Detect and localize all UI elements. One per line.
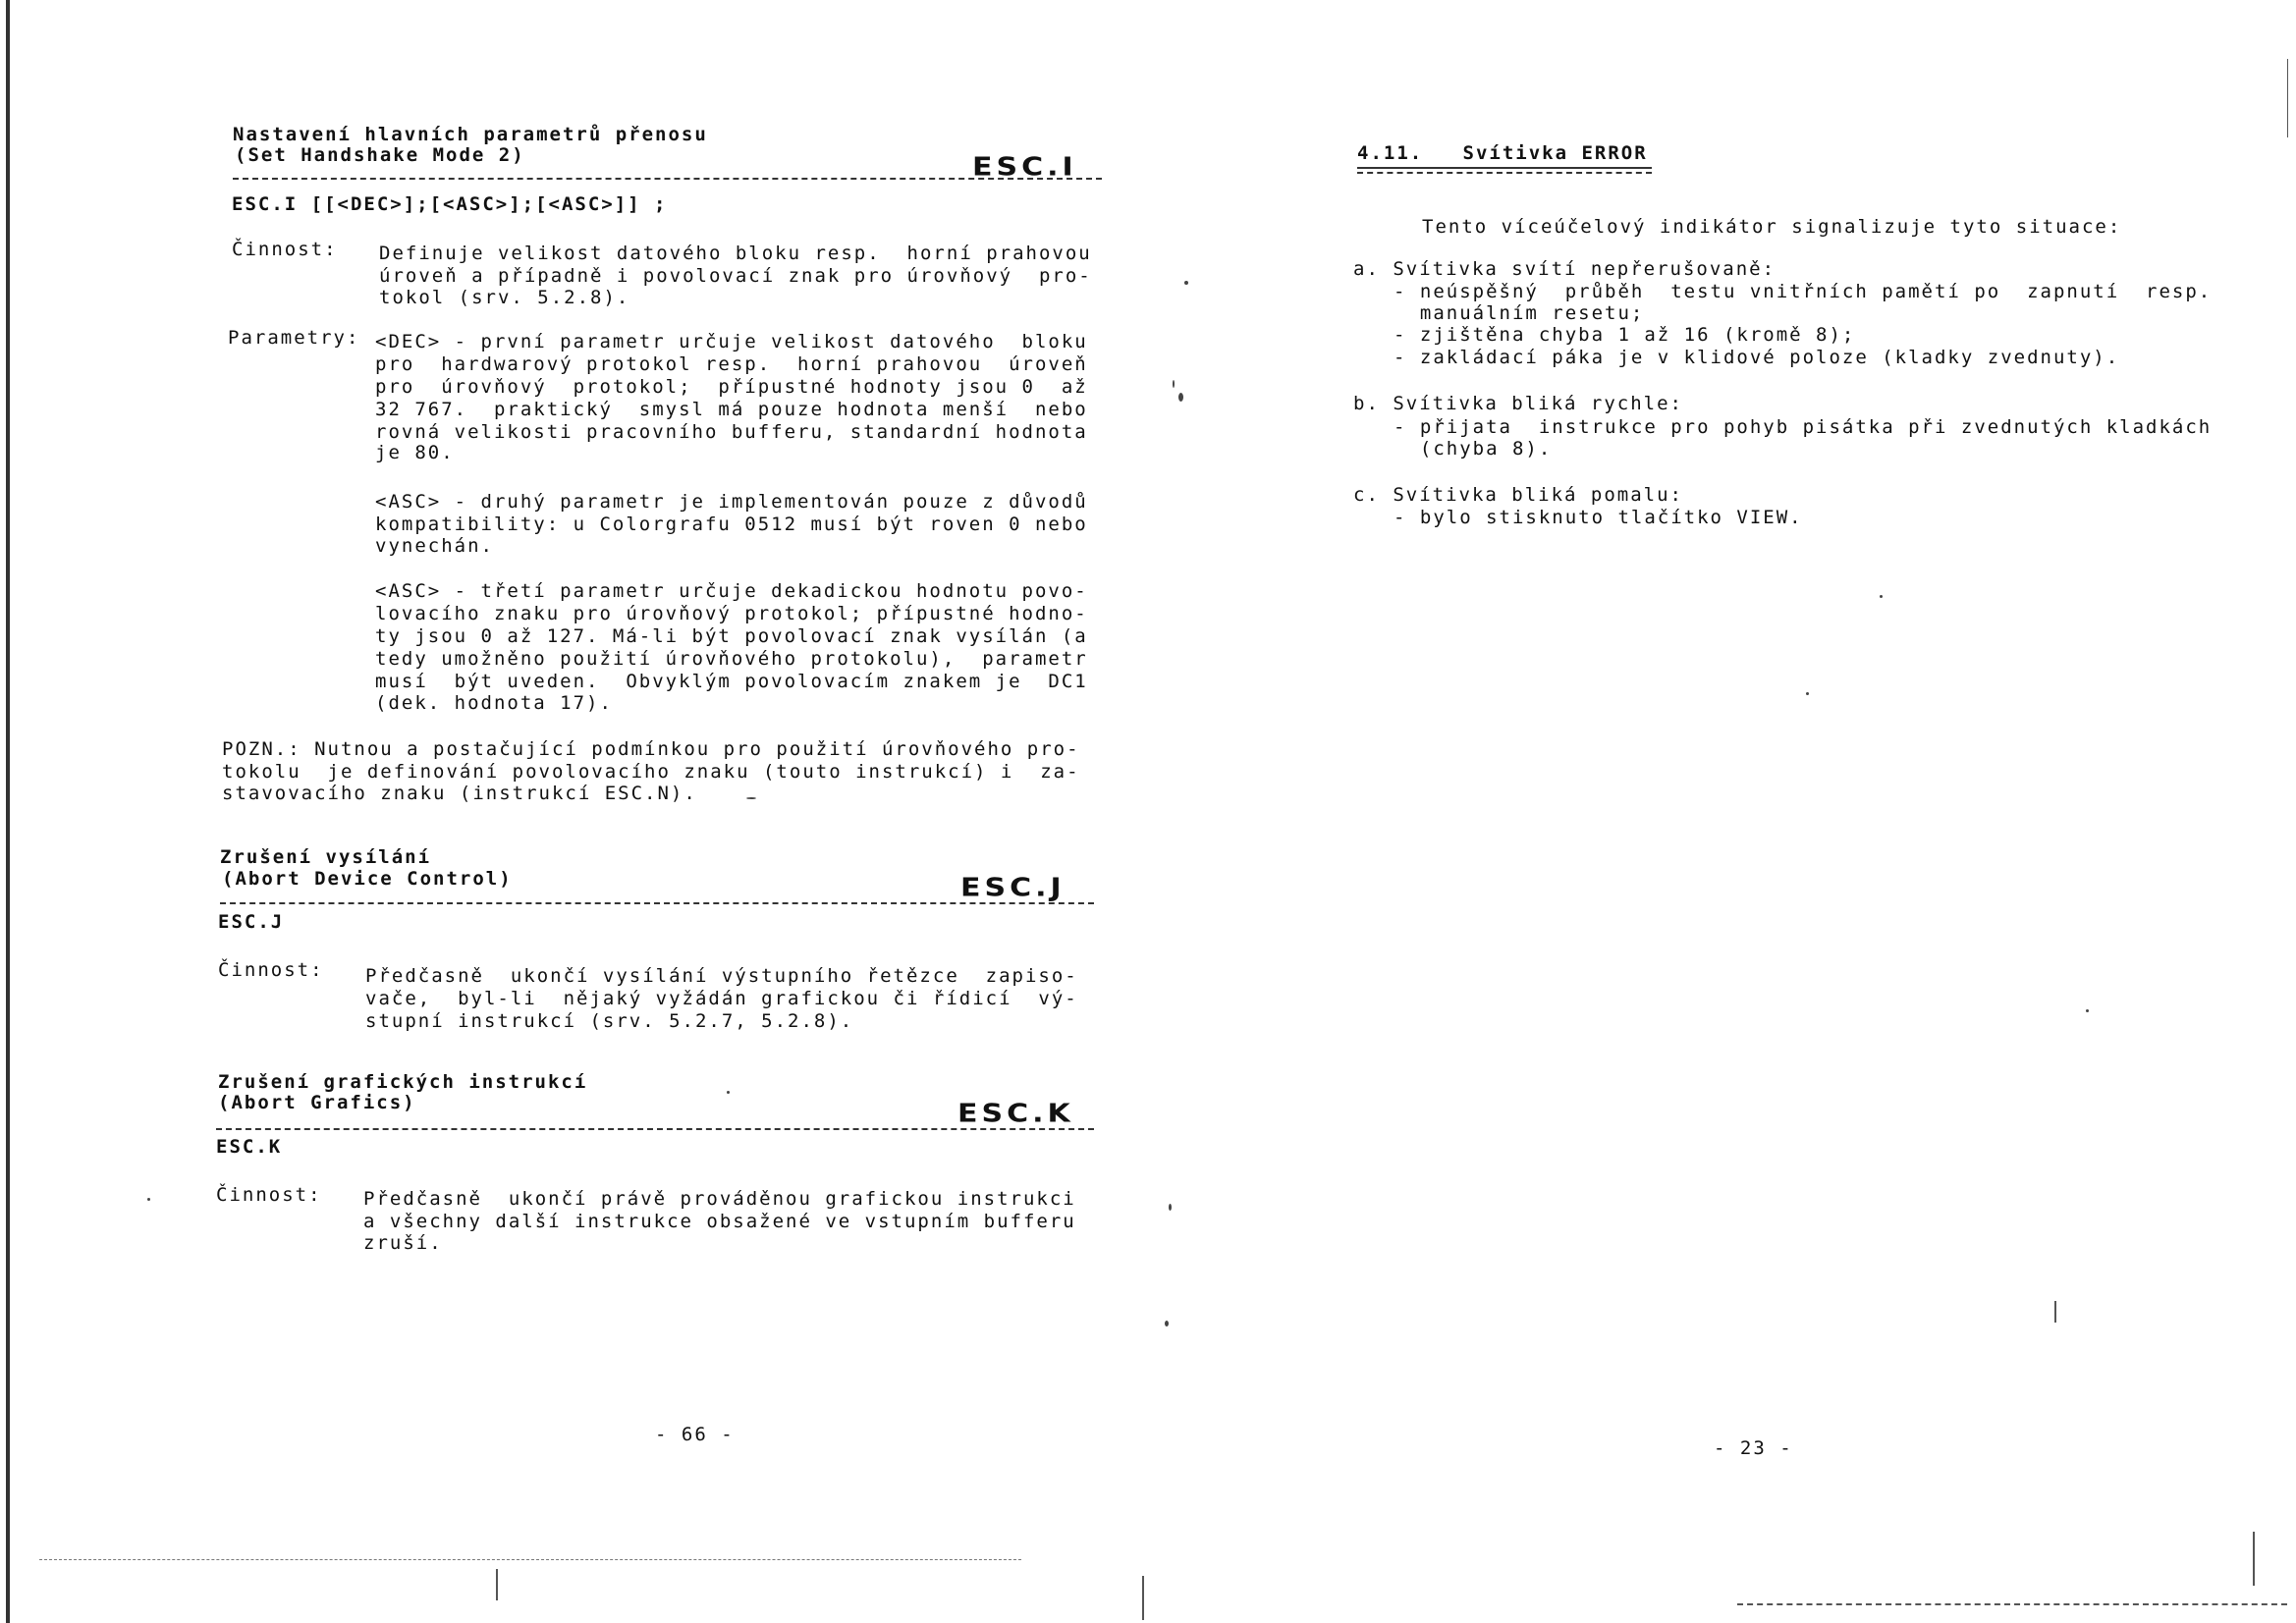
param1-line: 32 767. praktický smysl má pouze hodnota menší nebo <box>375 399 1088 420</box>
param3-line: <ASC> - třetí parametr určuje dekadickou hodnotu povo- <box>375 580 1088 602</box>
scan-stroke <box>496 1569 498 1600</box>
section3-cinnost-line: a všechny další instrukce obsažené ve vstupním bufferu <box>363 1211 1076 1232</box>
item-a-label: a. Svítivka svítí nepřerušovaně: <box>1353 258 1777 280</box>
section2-syntax: ESC.J <box>218 911 285 933</box>
right-page <box>1148 0 2296 1623</box>
right-heading: 4.11. Svítivka ERROR <box>1357 142 1648 164</box>
pozn-line: tokolu je definování povolovacího znaku (touto instrukcí) i za- <box>222 761 1080 783</box>
scan-speck <box>2086 1009 2089 1012</box>
left-page-number: - 66 - <box>655 1424 735 1445</box>
scan-speck <box>746 797 756 799</box>
section3-cinnost-line: zruší. <box>363 1232 443 1254</box>
param3-line: tedy umožněno použití úrovňového protokolu), parametr <box>375 648 1088 670</box>
item-c-line: - bylo stisknuto tlačítko VIEW. <box>1394 507 1803 528</box>
section2-esc-logo: ESC.J <box>960 873 1066 903</box>
section1-cinnost-line: Definuje velikost datového bloku resp. horní prahovou <box>379 243 1092 264</box>
item-b-label: b. Svítivka bliká rychle: <box>1353 393 1683 414</box>
item-b-line: - přijata instrukce pro pohyb pisátka při zvednutých kladkách <box>1394 416 2213 438</box>
pozn-line: stavovacího znaku (instrukcí ESC.N). <box>222 783 697 804</box>
section1-syntax: ESC.I [[<DEC>];[<ASC>];[<ASC>]] ; <box>232 193 668 215</box>
section1-cinnost-line: úroveň a případně i povolovací znak pro úrovňový pro- <box>379 265 1092 287</box>
section2-title-en: (Abort Device Control) <box>222 868 513 890</box>
section3-title-en: (Abort Grafics) <box>218 1092 416 1113</box>
section3-title-cz: Zrušení grafických instrukcí <box>218 1071 588 1093</box>
param1-line: je 80. <box>375 442 455 463</box>
section3-cinnost-line: Předčasně ukončí právě prováděnou grafickou instrukci <box>363 1188 1076 1210</box>
param3-line: ty jsou 0 až 127. Má-li být povolovací znak vysílán (a <box>375 625 1088 647</box>
param2-line: <ASC> - druhý parametr je implementován pouze z důvodů <box>375 491 1088 513</box>
item-a-line: - zjištěna chyba 1 až 16 (kromě 8); <box>1394 324 1856 346</box>
section2-rule <box>220 902 1094 904</box>
scan-footer-line <box>1737 1603 2287 1605</box>
section3-cinnost-label: Činnost: <box>216 1184 322 1206</box>
scan-speck <box>1173 380 1175 388</box>
section1-esc-logo: ESC.I <box>972 152 1077 183</box>
section2-cinnost-label: Činnost: <box>218 959 324 981</box>
param3-line: (dek. hodnota 17). <box>375 692 613 714</box>
scan-stroke <box>2253 1532 2255 1586</box>
section3-rule <box>216 1128 1094 1130</box>
param1-line: rovná velikosti pracovního bufferu, standardní hodnota <box>375 421 1088 443</box>
item-a-line: - zakládací páka je v klidové poloze (kladky zvednuty). <box>1394 347 2120 368</box>
section3-syntax: ESC.K <box>216 1136 283 1158</box>
param1-line: <DEC> - první parametr určuje velikost datového bloku <box>375 331 1088 352</box>
right-intro: Tento víceúčelový indikátor signalizuje tyto situace: <box>1422 216 2122 238</box>
param3-line: lovacího znaku pro úrovňový protokol; přípustné hodno- <box>375 603 1088 624</box>
section2-cinnost-line: stupní instrukcí (srv. 5.2.7, 5.2.8). <box>365 1010 854 1032</box>
right-heading-rule-2 <box>1357 172 1652 174</box>
section1-rule <box>233 178 1102 180</box>
right-page-number: - 23 - <box>1714 1437 1793 1459</box>
scan-speck <box>1880 595 1883 598</box>
scan-stroke <box>2287 59 2288 137</box>
param1-line: pro hardwarový protokol resp. horní prahovou úroveň <box>375 353 1088 375</box>
section1-cinnost-label: Činnost: <box>232 239 338 260</box>
param3-line: musí být uveden. Obvyklým povolovacím znakem je DC1 <box>375 671 1088 692</box>
item-b-line: (chyba 8). <box>1394 438 1553 460</box>
section1-title-en: (Set Handshake Mode 2) <box>235 144 525 166</box>
section2-cinnost-line: Předčasně ukončí vysílání výstupního řetězce zapiso- <box>365 965 1078 987</box>
scan-speck <box>1806 692 1809 695</box>
section1-title-cz: Nastavení hlavních parametrů přenosu <box>233 124 708 145</box>
pozn-line: POZN.: Nutnou a postačující podmínkou pro použití úrovňového pro- <box>222 738 1080 760</box>
section3-esc-logo: ESC.K <box>957 1099 1074 1129</box>
param2-line: kompatibility: u Colorgrafu 0512 musí být roven 0 nebo <box>375 514 1088 535</box>
right-heading-rule <box>1357 167 1652 169</box>
scan-footer-line <box>39 1559 1021 1560</box>
param2-line: vynechán. <box>375 535 494 557</box>
item-c-label: c. Svítivka bliká pomalu: <box>1353 484 1683 506</box>
param1-line: pro úrovňový protokol; přípustné hodnoty jsou 0 až <box>375 376 1088 398</box>
section2-title-cz: Zrušení vysílání <box>220 846 432 868</box>
item-a-line: - neúspěšný průběh testu vnitřních pamětí po zapnutí resp. <box>1394 281 2213 302</box>
binding-edge-line <box>6 0 10 1623</box>
scan-stroke <box>1142 1576 1144 1620</box>
scan-speck <box>147 1198 150 1201</box>
scan-speck <box>727 1091 730 1094</box>
section1-cinnost-line: tokol (srv. 5.2.8). <box>379 287 630 308</box>
scan-stroke <box>2054 1301 2056 1323</box>
section1-param-label: Parametry: <box>228 327 360 349</box>
item-a-line: manuálním resetu; <box>1394 302 1645 324</box>
section2-cinnost-line: vače, byl-li nějaký vyžádán grafickou či řídicí vý- <box>365 988 1078 1009</box>
